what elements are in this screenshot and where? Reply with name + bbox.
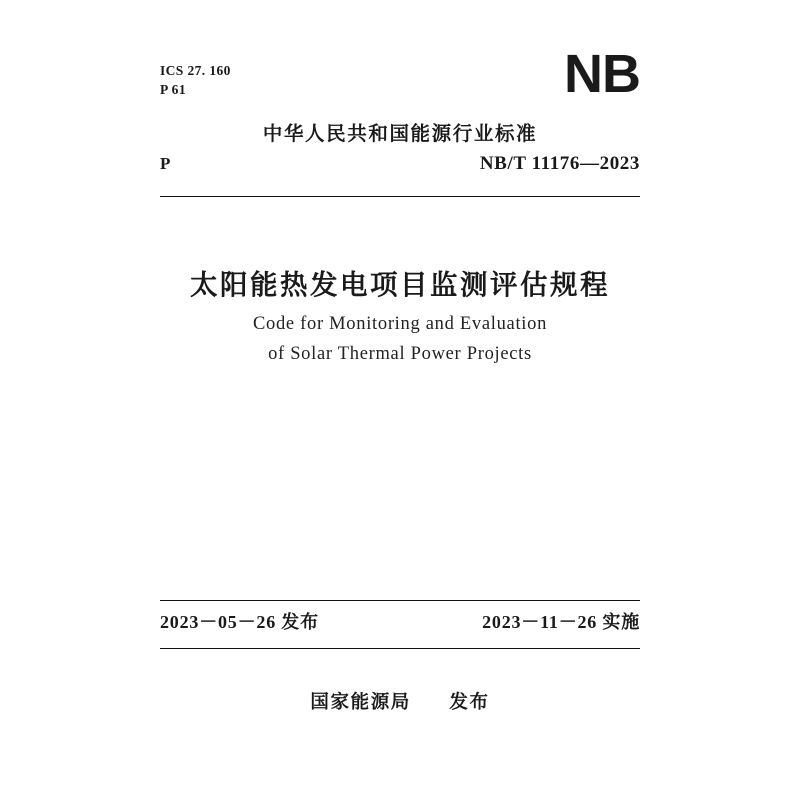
issuer-line: 中华人民共和国能源行业标准 [262, 124, 538, 145]
publisher-line [0, 688, 800, 714]
header-row [160, 44, 640, 104]
effective-date: 2023－11－26 实施 [482, 612, 640, 632]
title-english [0, 310, 800, 370]
category-mark: P [160, 154, 171, 173]
publish-verb: 发布 [449, 693, 490, 713]
ics-number: ICS 27. 160 [160, 63, 231, 78]
dates-row [160, 608, 640, 634]
code-row [160, 153, 640, 175]
divider-above-dates [160, 600, 640, 601]
divider-top [160, 196, 640, 197]
standard-code: NB/T 11176—2023 [479, 153, 640, 174]
title-english-line-1: Code for Monitoring and Evaluation [252, 314, 548, 334]
nb-logo: NB [564, 44, 640, 104]
ics-classification-block [160, 58, 231, 99]
title-english-line-2: of Solar Thermal Power Projects [268, 343, 532, 364]
title-chinese: 太阳能热发电项目监测评估规程 [190, 269, 610, 300]
issue-date: 2023－05－26 发布 [160, 612, 319, 632]
divider-below-dates [160, 648, 640, 649]
classification-number: P 61 [160, 81, 186, 97]
publisher-name: 国家能源局 [310, 693, 411, 713]
